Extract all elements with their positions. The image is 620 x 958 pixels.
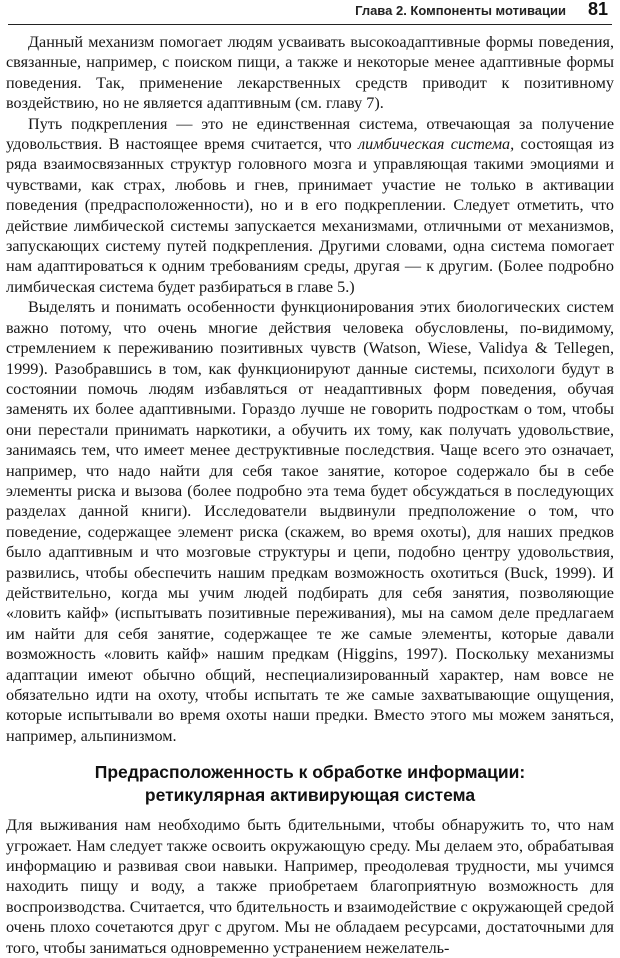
section-heading-line-2: ретикулярная активирующая система [144,785,476,806]
section-heading [6,761,614,807]
limbic-system-term: лимбическая система, [358,135,515,154]
section-heading-line-1: Предрасположенность к обработке информации: [94,762,526,783]
chapter-title: Глава 2. Компоненты мотивации [355,3,566,18]
paragraph-4: Для выживания нам необходимо быть бдительными, чтобы обнаружить то, что нам угрожает. Нам следует также освоить окружающую среду. Мы делаем это, обрабатывая информацию и развивая свои навыки. Например, преодолевая трудности, мы учимся находить пищу и воду, а также приобретаем благоприятную возможность для воспроизводства. Считается, что бдительность и взаимодействие с окружающей средой очень плохо сочетаются друг с другом. Мы не обладаем ресурсами, достаточными для того, чтобы заниматься одновременно устранением нежелатель- [6,816,614,957]
paragraph-1: Данный механизм помогает людям усваивать высокоадаптивные формы поведения, связанные, например, с поиском пищи, а также и некоторые менее адаптивные формы поведения. Так, применение лекарственных средств приводит к позитивному воздействию, но не является адаптивным (см. главу 7). [6,33,614,113]
paragraph-2 [6,114,614,298]
page-number: 81 [587,0,608,19]
paragraph-2-start: Путь подкрепления — это не единственная система, отвечающая за получение удовольствия. В настоящее время считается, что [6,114,614,154]
body-text [6,32,614,958]
paragraph-3: Выделять и понимать особенности функционирования этих биологических систем важно потому, что очень многие действия человека обусловлены, по-видимому, стремлением к переживанию позитивных чувств (Watson, Wiese, Validya & Tellegen, 1999). Разобравшись в том, как функционируют данные системы, психологи будут в состоянии помочь людям избавляться от неадаптивных форм поведения, обучая заменять их более адаптивными. Гораздо лучше не говорить подросткам о том, чтобы они перестали принимать наркотики, а обучить их тому, как получать удовольствие, занимаясь тем, что имеет менее деструктивные последствия. Чаще всего это означает, например, что надо найти для себя такое занятие, которое содержало бы в себе элементы риска и вызова (более подробно эта тема будет обсуждаться в последующих разделах данной книги). Исследователи выдвинули предположение о том, что поведение, содержащее элемент риска (скажем, во время охоты), для наших предков было адаптивным и что мозговые структуры и цепи, подобно центру удовольствия, развились, чтобы обеспечить нашим предкам возможность охотиться (Buck, 1999). И действительно, когда мы учим людей подбирать для себя занятия, позволяющие «ловить кайф» (испытывать позитивные переживания), мы на самом деле предлагаем им найти для себя занятие, содержащее те же самые элементы, которые давали возможность «ловить кайф» нашим предкам (Higgins, 1997). Поскольку механизмы адаптации имеют обычно общий, неспециализированный характер, нам вовсе не обязательно идти на охоту, чтобы испытать те же самые захватывающие ощущения, которые испытывали во время охоты наши предки. Вместо этого мы можем заняться, например, альпинизмом. [6,298,614,745]
running-header [8,0,612,25]
paragraph-2-end: состоящая из ряда взаимосвязанных структур головного мозга и управляющая такими эмоциями и чувствами, как страх, любовь и гнев, принимает участие не только в активации поведения (предрасположенности), но и в его подкреплении. Следует отметить, что действие лимбической системы запускается механизмами, отличными от механизмов, запускающих систему путей подкрепления. Другими словами, одна система помогает нам адаптироваться к одним требованиям среды, другая — к другим. (Более подробно лимбическая система будет разбираться в главе 5.) [6,135,614,296]
